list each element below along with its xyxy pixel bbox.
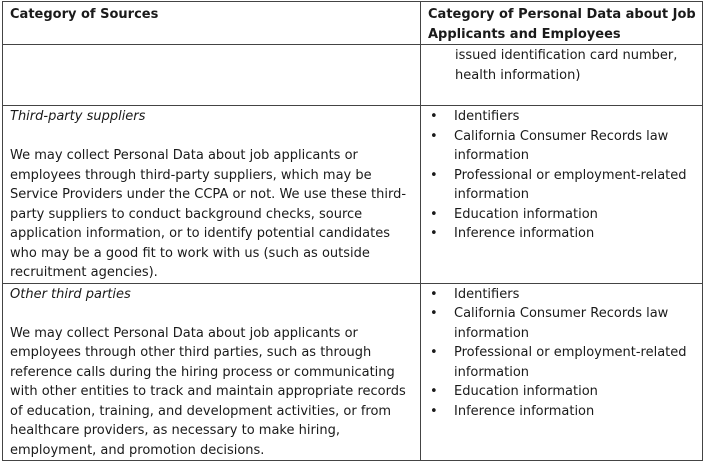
list-item [428,402,702,422]
category-label: California Consumer Records law information [454,306,669,341]
bullet-icon: • [430,286,438,302]
list-item [428,205,702,225]
table-header-row [3,2,703,45]
category-list [428,285,702,422]
list-item [428,224,702,244]
header-category-of-personal-data: Category of Personal Data about Job Applicants and Employees [421,2,703,45]
bullet-icon: • [430,306,438,321]
categories-cell [421,106,703,284]
bullet-icon: • [430,128,438,144]
bullet-icon: • [430,109,438,124]
bullet-icon: • [430,345,438,360]
category-label: Identifiers [454,109,520,124]
continuation-sources-cell [3,45,421,106]
source-description: We may collect Personal Data about job applicants or employees through third-party suppliers, which may be Service Providers under the CCPA or not. We use these third-party suppliers to conduct background checks, source application information, or to identify potential candidates who may be a good fit to work with us (such as outside recruitment agencies). [10,148,407,280]
categories-cell [421,283,703,461]
category-label: Inference information [454,226,595,241]
category-label: Inference information [454,403,595,419]
category-list [428,107,702,244]
source-cell [3,106,421,284]
source-description: We may collect Personal Data about job applicants or employees through other third parties, such as through reference calls during the hiring process or communicating with other entities to track and maintain appropriate records of education, training, and development activities, or from healthcare providers, as necessary to make hiring, employment, and promotion decisions. [10,325,406,458]
category-label: Professional or employment-related information [454,167,687,202]
personal-data-sources-table [2,1,703,461]
list-item [428,285,702,305]
category-label: Professional or employment-related information [454,345,687,380]
list-item [428,107,702,127]
category-label: California Consumer Records law information [454,128,669,163]
table-row [3,106,703,284]
table-row-continuation [3,45,703,106]
table-row [3,283,703,461]
list-item [428,343,702,382]
list-item [428,382,702,402]
source-cell [3,283,421,461]
header-category-of-sources: Category of Sources [3,2,421,45]
category-label: Education information [454,206,598,222]
bullet-icon: • [430,384,438,399]
bullet-icon: • [430,167,438,183]
list-item [428,304,702,343]
source-title: Third-party suppliers [10,109,146,124]
bullet-icon: • [430,403,438,419]
source-title: Other third parties [10,286,131,302]
bullet-icon: • [430,226,438,241]
bullet-icon: • [430,206,438,222]
category-label: Education information [454,384,598,399]
continuation-categories-cell: issued identification card number, health information) [421,45,703,106]
list-item [428,127,702,166]
category-label: Identifiers [454,286,520,302]
list-item [428,166,702,205]
